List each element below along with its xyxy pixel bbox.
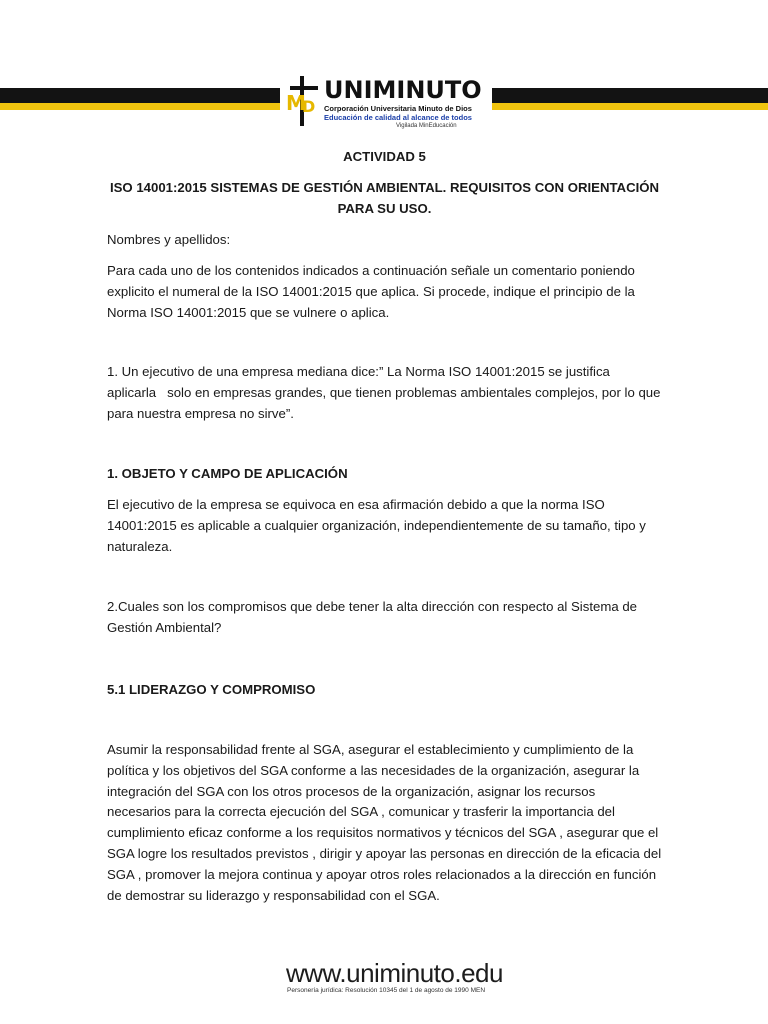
brand-tagline: Educación de calidad al alcance de todos bbox=[324, 113, 472, 122]
answer-2: Asumir la responsabilidad frente al SGA, asegurar el establecimiento y cumplimiento de la política y los objetivos del SGA conforme a las necesidades de la organización, asegurar la integración del SGA con los otros procesos de la organización, asignar los recursos necesarios para la correcta ejecución del SGA , comunicar y trasferir la importancia del cumplimiento eficaz conforme a los requisitos normativos y técnicos del SGA , asegurar que el SGA logre los resultados previstos , dirigir y apoyar las personas en dirección de la eficacia del SGA , promover la mejora continua y apoyar otros roles relacionados a la dirección en función de demostrar su liderazgo y responsabilidad con el SGA. bbox=[107, 742, 662, 903]
names-label: Nombres y apellidos: bbox=[107, 232, 231, 247]
footer-url[interactable]: www.uniminuto.edu bbox=[286, 958, 503, 988]
brand-name: UNIMINUTO bbox=[324, 76, 482, 104]
document-title: ISO 14001:2015 SISTEMAS DE GESTIÓN AMBIENTAL. REQUISITOS CON ORIENTACIÓN PARA SU USO. bbox=[109, 180, 660, 216]
question-1: 1. Un ejecutivo de una empresa mediana dice:” La Norma ISO 14001:2015 se justifica aplicarla solo en empresas grandes, que tienen problemas ambientales complejos, por lo que para nuestra empresa no sirve”. bbox=[107, 364, 665, 421]
header-band-left bbox=[0, 88, 280, 110]
footer-legal: Personería jurídica: Resolución 10345 del 1 de agosto de 1990 MEN bbox=[287, 987, 486, 994]
question-2: 2.Cuales son los compromisos que debe tener la alta dirección con respecto al Sistema de Gestión Ambiental? bbox=[107, 599, 637, 635]
section-heading-1: 1. OBJETO Y CAMPO DE APLICACIÓN bbox=[107, 466, 348, 481]
uniminuto-logo bbox=[284, 74, 494, 130]
svg-text:M: M bbox=[286, 91, 306, 115]
section-heading-2: 5.1 LIDERAZGO Y COMPROMISO bbox=[107, 682, 316, 697]
activity-title: ACTIVIDAD 5 bbox=[343, 149, 426, 164]
header-band-right bbox=[492, 88, 768, 110]
instructions-paragraph: Para cada uno de los contenidos indicados a continuación señale un comentario poniendo explicito el numeral de la ISO 14001:2015 que aplica. Si procede, indique el principio de la Norma ISO 14001:2015 que se vulnere o aplica. bbox=[107, 263, 635, 320]
brand-subtitle: Corporación Universitaria Minuto de Dios bbox=[324, 104, 472, 113]
brand-vigilada: Vigilada MinEducación bbox=[396, 123, 457, 129]
md-emblem-icon bbox=[284, 74, 324, 130]
svg-text:D: D bbox=[302, 97, 316, 116]
answer-1: El ejecutivo de la empresa se equivoca en esa afirmación debido a que la norma ISO 14001:2015 es aplicable a cualquier organización, independientemente de su tamaño, tipo y naturaleza. bbox=[107, 497, 646, 554]
